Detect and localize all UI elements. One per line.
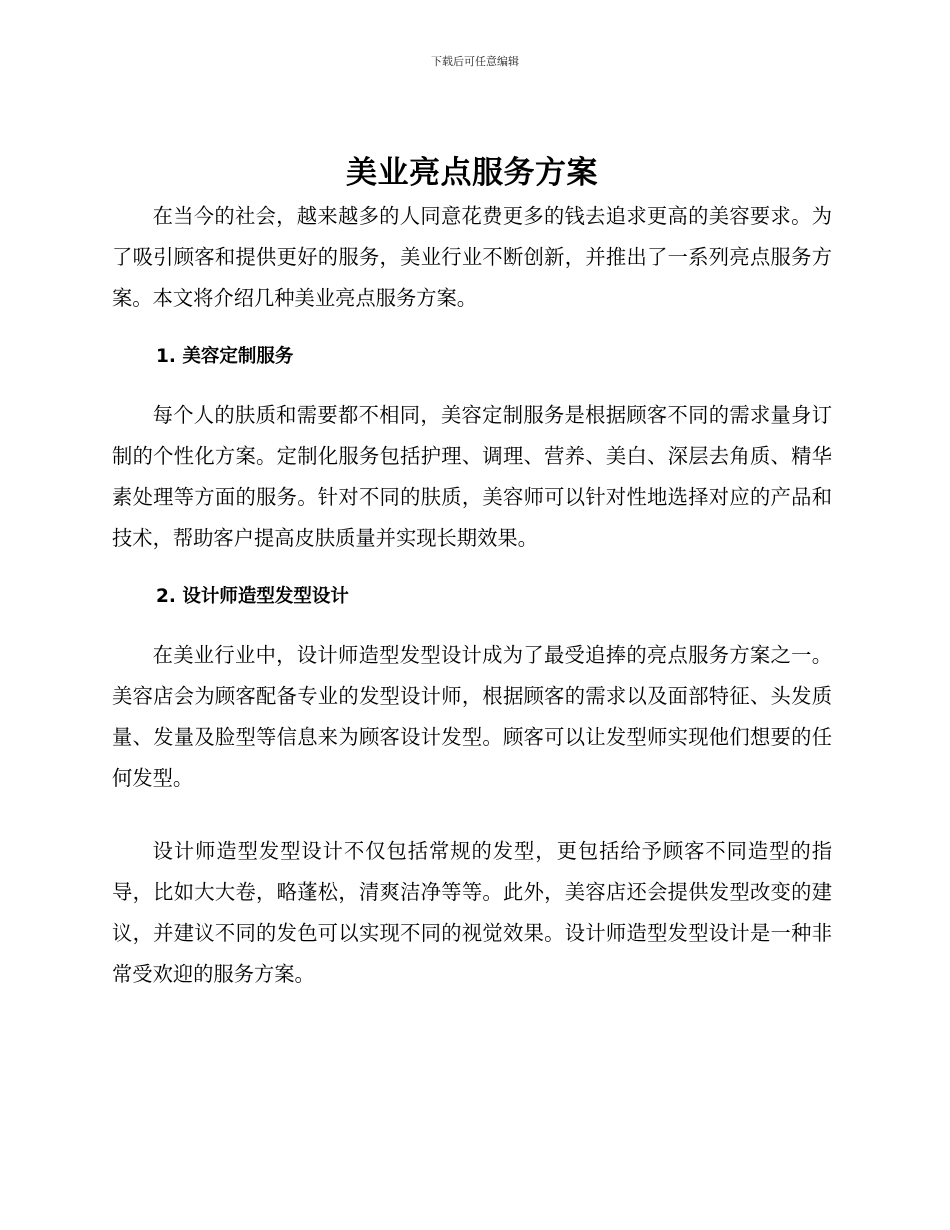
- section-heading-hair-design: 2. 设计师造型发型设计: [156, 586, 349, 607]
- document-body: [112, 150, 832, 995]
- intro-paragraph: 在当今的社会，越来越多的人同意花费更多的钱去追求更高的美容要求。为了吸引顾客和提供更好的服务，美业行业不断创新，并推出了一系列亮点服务方案。本文将介绍几种美业亮点服务方案。: [112, 204, 832, 310]
- header-note: 下载后可任意编辑: [431, 55, 519, 68]
- spacer: [112, 369, 832, 395]
- spacer: [112, 609, 832, 635]
- section-heading-beauty-customization: 1. 美容定制服务: [156, 346, 294, 367]
- section-1-paragraph-1: 每个人的肤质和需要都不相同，美容定制服务是根据顾客不同的需求量身订制的个性化方案。定制化服务包括护理、调理、营养、美白、深层去角质、精华素处理等方面的服务。针对不同的肤质，美容师可以针对性地选择对应的产品和技术，帮助客户提高皮肤质量并实现长期效果。: [112, 403, 832, 550]
- spacer: [112, 319, 832, 345]
- section-2-paragraph-2: 设计师造型发型设计不仅包括常规的发型，更包括给予顾客不同造型的指导，比如大大卷，略蓬松，清爽洁净等等。此外，美容店还会提供发型改变的建议，并建议不同的发色可以实现不同的视觉效果。设计师造型发型设计是一种非常受欢迎的服务方案。: [112, 839, 832, 986]
- spacer: [112, 799, 832, 831]
- document-title: 美业亮点服务方案: [346, 155, 598, 191]
- section-2-paragraph-1: 在美业行业中，设计师造型发型设计成为了最受追捧的亮点服务方案之一。美容店会为顾客配备专业的发型设计师，根据顾客的需求以及面部特征、头发质量、发量及脸型等信息来为顾客设计发型。顾客可以让发型师实现他们想要的任何发型。: [112, 643, 832, 790]
- spacer: [112, 559, 832, 585]
